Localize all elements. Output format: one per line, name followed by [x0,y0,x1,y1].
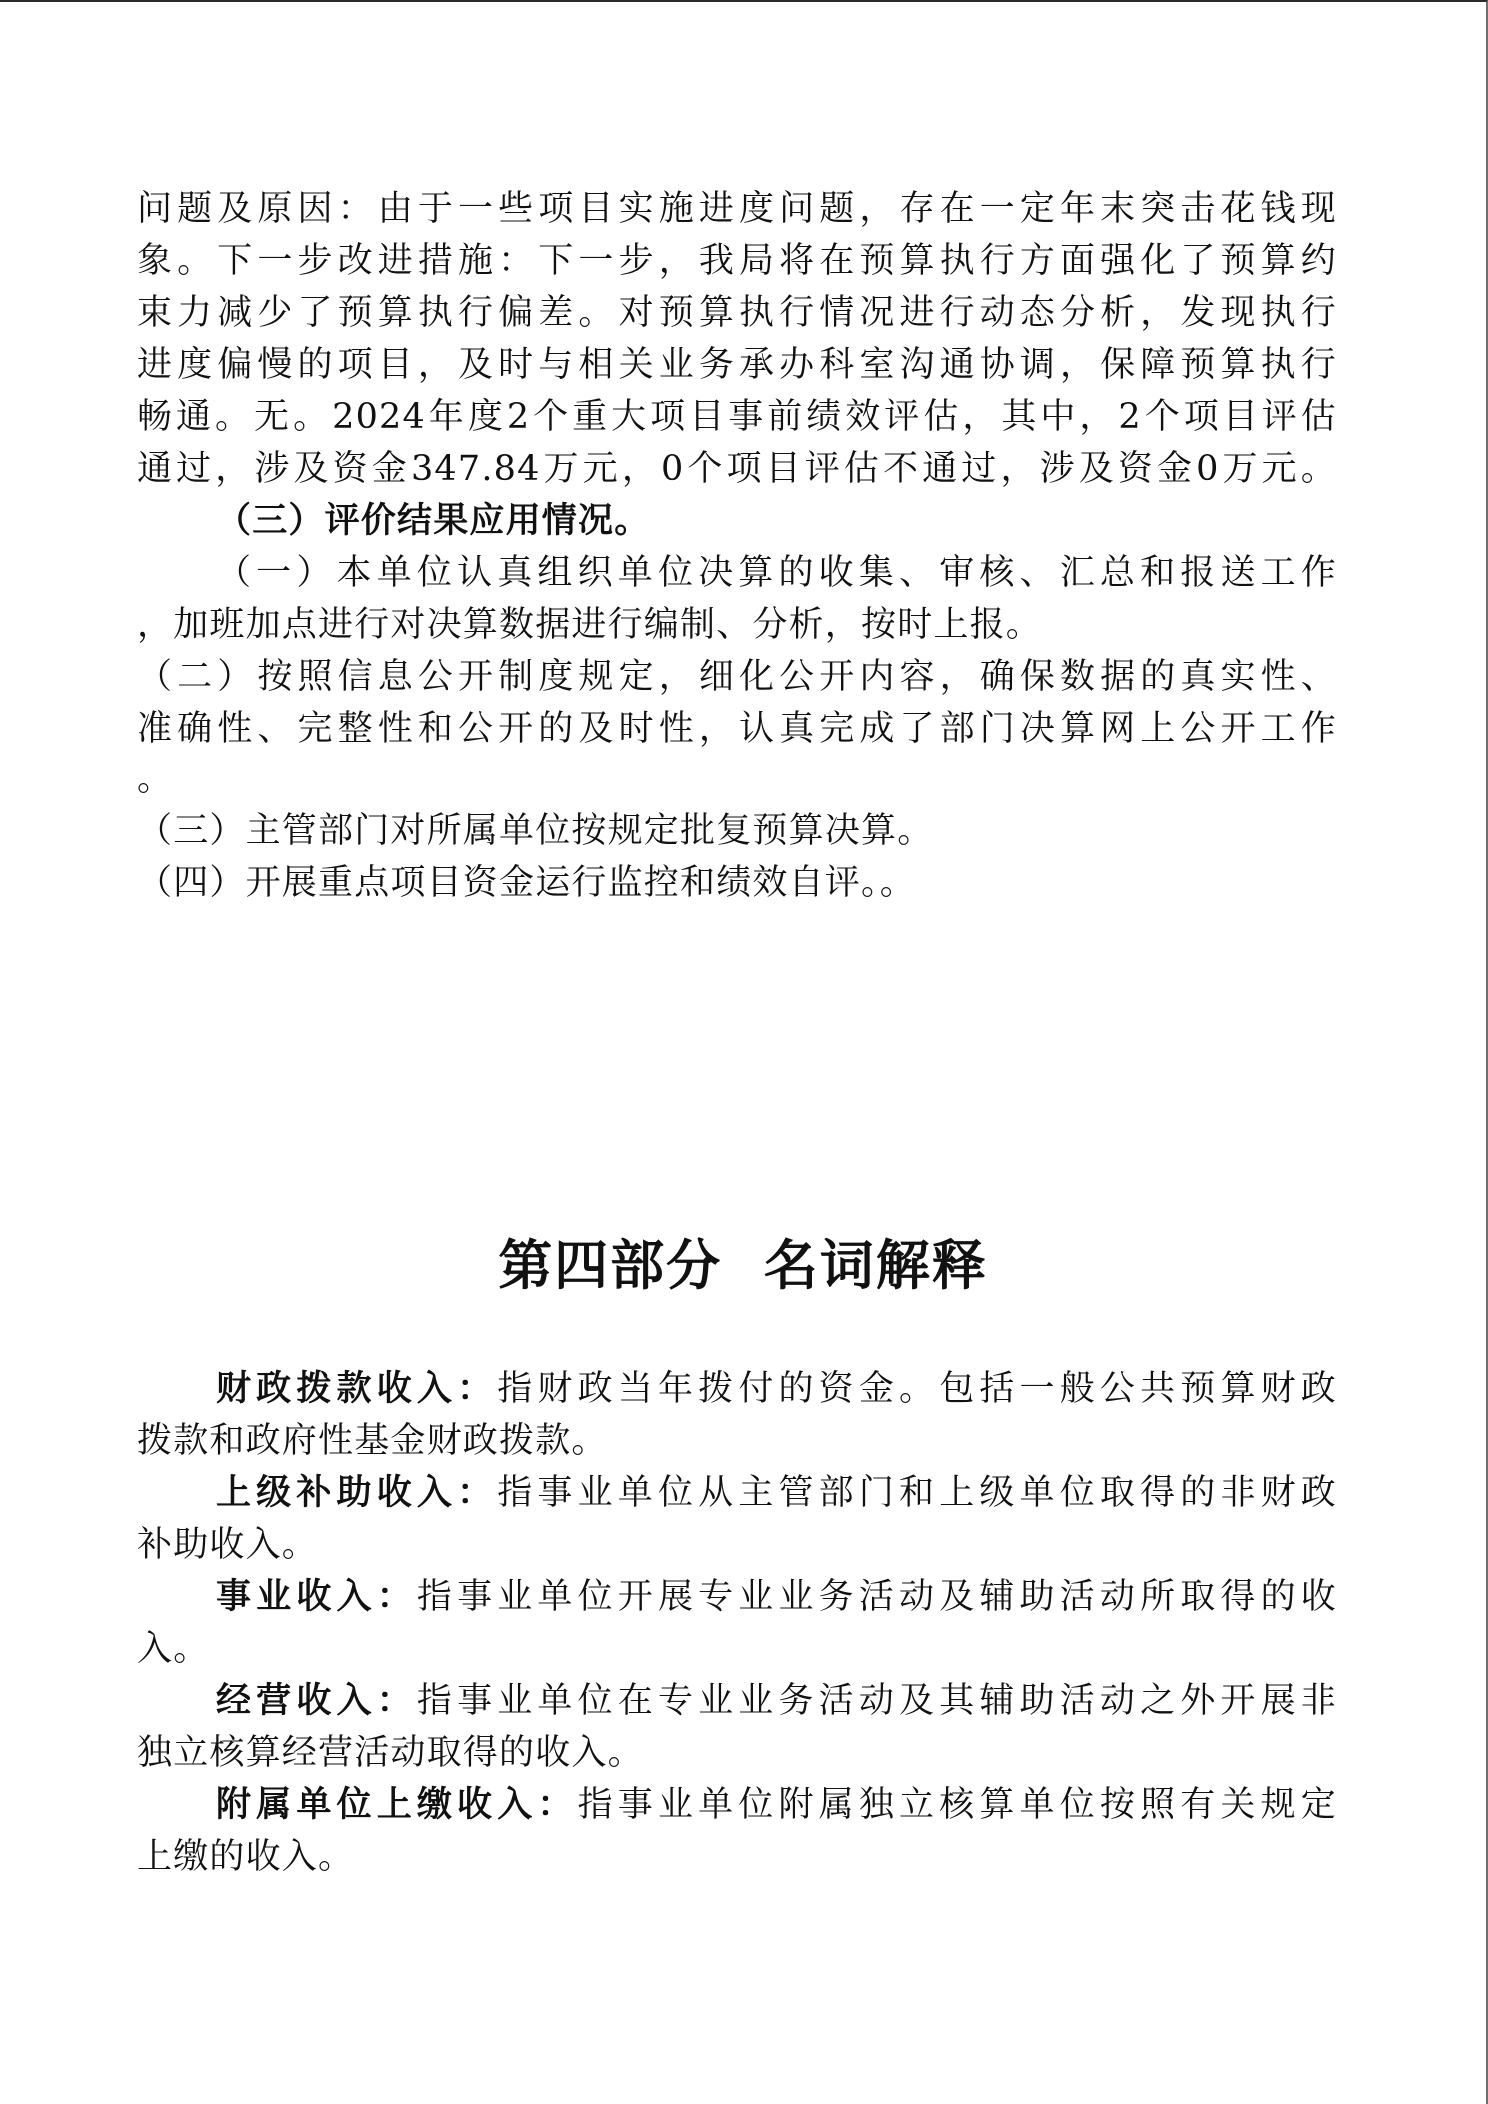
definition-line [216,1575,1337,1619]
definition-line: 入。 [137,1629,210,1669]
term-text: 指财政当年拨付的资金。包括一般公共预算财政 [497,1369,1338,1409]
paragraph-line: 。 [137,759,174,799]
term-text: 指事业单位开展专业业务活动及辅助活动所取得的收 [416,1577,1337,1617]
term-label: 财政拨款收入： [216,1369,498,1409]
term-label: 经营收入： [216,1681,417,1721]
paragraph-line: （一）本单位认真组织单位决算的收集、审核、汇总和报送工作 [216,553,1337,593]
paragraph-line: 通过，涉及资金347.84万元，0个项目评估不通过，涉及资金0万元。 [137,449,1337,489]
term-label: 附属单位上缴收入： [216,1785,578,1825]
definition-line [216,1783,1337,1827]
paragraph-line: 进度偏慢的项目，及时与相关业务承办科室沟通协调，保障预算执行 [137,345,1337,385]
paragraph-line: ，加班加点进行对决算数据进行编制、分析，按时上报。 [137,605,1043,645]
definition-line: 拨款和政府性基金财政拨款。 [137,1421,608,1461]
definition-line [216,1679,1337,1723]
part4-title: 第四部分 名词解释 [498,1234,988,1297]
term-text: 指事业单位从主管部门和上级单位取得的非财政 [497,1473,1338,1513]
term-text: 指事业单位在专业业务活动及其辅助活动之外开展非 [416,1681,1337,1721]
term-label: 上级补助收入： [216,1473,498,1513]
definition-line: 补助收入。 [137,1525,319,1565]
results-item-3: （三）主管部门对所属单位按规定批复预算决算。 [137,811,934,851]
paragraph-line: 问题及原因：由于一些项目实施进度问题，存在一定年末突击花钱现 [137,189,1337,229]
paragraph-line: 束力减少了预算执行偏差。对预算执行情况进行动态分析，发现执行 [137,293,1337,333]
paragraph-line: 准确性、完整性和公开的及时性，认真完成了部门决算网上公开工作 [137,709,1337,749]
definition-line: 独立核算经营活动取得的收入。 [137,1733,644,1773]
term-text: 指事业单位附属独立核算单位按照有关规定 [577,1785,1337,1825]
definition-line [216,1367,1337,1411]
paragraph-line: （二）按照信息公开制度规定，细化公开内容，确保数据的真实性、 [137,657,1337,697]
results-application-heading: （三）评价结果应用情况。 [216,501,651,541]
paragraph-line: 畅通。无。2024年度2个重大项目事前绩效评估，其中，2个项目评估 [137,397,1337,437]
definition-line: 上缴的收入。 [137,1837,355,1877]
paragraph-line: 象。下一步改进措施：下一步，我局将在预算执行方面强化了预算约 [137,241,1337,281]
results-item-4: （四）开展重点项目资金运行监控和绩效自评。。 [137,863,916,903]
term-label: 事业收入： [216,1577,417,1617]
definition-line [216,1471,1337,1515]
